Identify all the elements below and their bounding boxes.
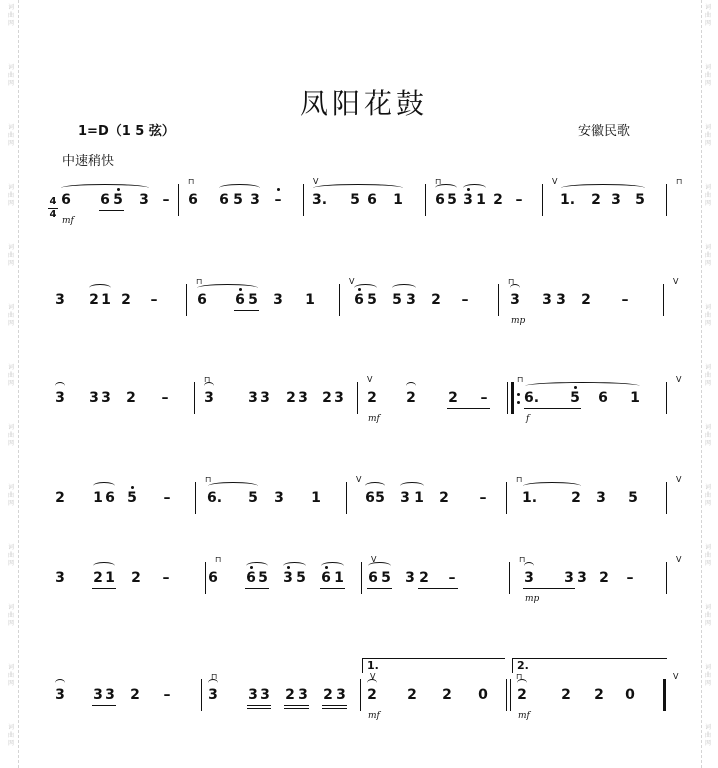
slur — [93, 562, 115, 570]
barline — [205, 562, 206, 594]
underline-beam — [367, 588, 392, 589]
note: – — [150, 292, 158, 308]
underline-beam — [284, 705, 309, 706]
note: 3 — [89, 390, 99, 406]
barline — [498, 284, 499, 316]
underline-beam — [234, 310, 259, 311]
watermark-text: 词 曲 网 — [7, 124, 14, 147]
note: 3 — [55, 687, 65, 703]
bowing-mark: V — [370, 672, 376, 681]
note: 5 — [350, 192, 360, 208]
slur — [55, 382, 65, 390]
note: 2 — [517, 687, 527, 703]
time-signature-top: 4 — [49, 196, 57, 207]
underline-beam — [92, 588, 116, 589]
repeat-dot — [517, 393, 520, 396]
note: 3 — [55, 570, 65, 586]
volta-bracket: 2. — [512, 658, 667, 673]
barline — [194, 382, 195, 414]
note: 6 — [598, 390, 608, 406]
note: 3 — [248, 390, 258, 406]
note: 6 — [188, 192, 198, 208]
barline — [178, 184, 179, 216]
watermark-text: 词 曲 网 — [704, 364, 711, 387]
time-signature — [48, 197, 58, 220]
note: 5 — [248, 490, 258, 506]
note: 3. — [312, 192, 328, 208]
note: 2 — [286, 390, 296, 406]
note: 1 — [105, 570, 115, 586]
barline — [666, 562, 667, 594]
note: 5 — [447, 192, 457, 208]
slur — [197, 284, 258, 292]
bowing-mark: ⊓ — [205, 475, 212, 484]
note: 3 — [260, 390, 270, 406]
note: 2 — [406, 390, 416, 406]
note: 5 — [296, 570, 306, 586]
note: – — [163, 490, 171, 506]
barline — [663, 284, 664, 316]
note: 6 — [219, 192, 229, 208]
watermark-text: 词 曲 网 — [7, 364, 14, 387]
note: 3 — [611, 192, 621, 208]
slur — [525, 382, 640, 390]
note: 3 — [101, 390, 111, 406]
note: 0 — [625, 687, 635, 703]
note: 1. — [560, 192, 576, 208]
dynamic-marking: f — [526, 414, 530, 424]
barline — [509, 562, 510, 594]
note: 3 — [273, 292, 283, 308]
note: 5 — [258, 570, 268, 586]
note: 6 — [354, 292, 364, 308]
note: 5 — [233, 192, 243, 208]
note: 3 — [564, 570, 574, 586]
barline — [361, 562, 362, 594]
note: 3 — [334, 390, 344, 406]
barline — [666, 482, 667, 514]
note: 6. — [207, 490, 223, 506]
bowing-mark: ⊓ — [516, 672, 523, 681]
dynamic-marking: mf — [62, 216, 74, 226]
note: 2 — [322, 390, 332, 406]
watermark-text: 词 曲 网 — [7, 724, 14, 747]
barline — [507, 382, 508, 414]
note: 2 — [130, 687, 140, 703]
watermark-text: 词 曲 网 — [704, 304, 711, 327]
bowing-mark: V — [356, 475, 362, 484]
barline — [303, 184, 304, 216]
bowing-mark: V — [676, 375, 682, 384]
note: 1 — [311, 490, 321, 506]
note: 3 — [283, 570, 293, 586]
underline-beam — [524, 408, 581, 409]
note: 2 — [93, 570, 103, 586]
note: 2 — [126, 390, 136, 406]
note: 2 — [599, 570, 609, 586]
note: 6 — [235, 292, 245, 308]
bowing-mark: ⊓ — [204, 375, 211, 384]
slur — [89, 284, 111, 292]
watermark-text: 词 曲 网 — [7, 424, 14, 447]
note: 2 — [581, 292, 591, 308]
note: 1 — [476, 192, 486, 208]
barline — [663, 679, 666, 711]
barline — [195, 482, 196, 514]
bowing-mark: ⊓ — [676, 177, 683, 186]
note: 1 — [414, 490, 424, 506]
octave-dot — [239, 288, 242, 291]
note: 2 — [448, 390, 458, 406]
watermark-text: 词 曲 网 — [7, 244, 14, 267]
note: 5 — [127, 490, 137, 506]
note: – — [162, 192, 170, 208]
note: 3 — [542, 292, 552, 308]
bowing-mark: V — [313, 177, 319, 186]
slur — [55, 679, 65, 687]
note: – — [274, 192, 282, 208]
note: 1 — [630, 390, 640, 406]
dynamic-marking: mp — [511, 316, 526, 326]
slur — [524, 562, 534, 570]
watermark-text: 词 曲 网 — [704, 4, 711, 27]
note: 2 — [439, 490, 449, 506]
note: 6 — [246, 570, 256, 586]
note: 3 — [93, 687, 103, 703]
note: 3 — [510, 292, 520, 308]
note: 3 — [463, 192, 473, 208]
note: 2 — [55, 490, 65, 506]
note: 3 — [250, 192, 260, 208]
note: 3 — [260, 687, 270, 703]
note: 2 — [571, 490, 581, 506]
note: 3 — [556, 292, 566, 308]
watermark-text: 词 曲 网 — [704, 604, 711, 627]
bowing-mark: V — [673, 277, 679, 286]
bowing-mark: V — [367, 375, 373, 384]
octave-dot — [325, 566, 328, 569]
watermark-text: 词 曲 网 — [7, 304, 14, 327]
octave-dot — [277, 188, 280, 191]
barline — [506, 482, 507, 514]
watermark-text: 词 曲 网 — [7, 4, 14, 27]
watermark-text: 词 曲 网 — [704, 244, 711, 267]
note: 5 — [570, 390, 580, 406]
note: 2 — [323, 687, 333, 703]
note: 3 — [596, 490, 606, 506]
watermark-text: 词 曲 网 — [704, 424, 711, 447]
octave-dot — [574, 386, 577, 389]
watermark-text: 词 曲 网 — [704, 724, 711, 747]
bowing-mark: V — [371, 555, 377, 564]
note: 5 — [628, 490, 638, 506]
note: – — [448, 570, 456, 586]
watermark-text: 词 曲 网 — [7, 484, 14, 507]
note: 3 — [298, 390, 308, 406]
bowing-mark: ⊓ — [215, 555, 222, 564]
note: 5 — [113, 192, 123, 208]
note: 2 — [419, 570, 429, 586]
underline-beam — [247, 705, 271, 706]
note: 3 — [55, 292, 65, 308]
dynamic-marking: mf — [368, 711, 380, 721]
note: 5 — [248, 292, 258, 308]
underline-beam — [247, 708, 271, 709]
slur — [400, 482, 424, 490]
watermark-text: 词 曲 网 — [7, 544, 14, 567]
song-source: 安徽民歌 — [578, 124, 631, 139]
note: 1 — [101, 292, 111, 308]
note: 0 — [478, 687, 488, 703]
bowing-mark: ⊓ — [435, 177, 442, 186]
volta-bracket: 1. — [362, 658, 505, 673]
barline — [666, 382, 667, 414]
octave-dot — [287, 566, 290, 569]
bowing-mark: V — [349, 277, 355, 286]
note: 3 — [248, 687, 258, 703]
note: 6 — [435, 192, 445, 208]
bowing-mark: ⊓ — [508, 277, 515, 286]
note: 3 — [336, 687, 346, 703]
note: 3 — [204, 390, 214, 406]
underline-beam — [418, 588, 458, 589]
watermark-text: 词 曲 网 — [7, 64, 14, 87]
dynamic-marking: mf — [518, 711, 530, 721]
note: 3 — [208, 687, 218, 703]
note: 3 — [55, 390, 65, 406]
note: 5 — [381, 570, 391, 586]
underline-beam — [245, 588, 269, 589]
watermark-text: 词 曲 网 — [7, 604, 14, 627]
tempo-marking: 中速稍快 — [62, 154, 115, 169]
note: – — [480, 390, 488, 406]
underline-beam — [99, 210, 124, 211]
note: 2 — [594, 687, 604, 703]
slur — [208, 482, 258, 490]
underline-beam — [284, 708, 309, 709]
note: 2 — [431, 292, 441, 308]
note: 2 — [493, 192, 503, 208]
note: 2 — [121, 292, 131, 308]
watermark-text: 词 曲 网 — [704, 484, 711, 507]
note: 6. — [524, 390, 540, 406]
note: – — [479, 490, 487, 506]
note: 2 — [367, 687, 377, 703]
note: 6 — [208, 570, 218, 586]
note: 2 — [591, 192, 601, 208]
note: 3 — [400, 490, 410, 506]
note: 5 — [367, 292, 377, 308]
note: 3 — [524, 570, 534, 586]
underline-beam — [523, 588, 575, 589]
bowing-mark: V — [676, 555, 682, 564]
bowing-mark: V — [676, 475, 682, 484]
watermark-text: 词 曲 网 — [7, 664, 14, 687]
underline-beam — [322, 708, 347, 709]
barline — [339, 284, 340, 316]
barline — [506, 679, 507, 711]
note: 1 — [393, 192, 403, 208]
watermark-text: 词 曲 网 — [704, 544, 711, 567]
note: 1. — [522, 490, 538, 506]
note: 2 — [131, 570, 141, 586]
slur — [365, 482, 385, 490]
barline — [510, 679, 511, 711]
bowing-mark: ⊓ — [211, 672, 218, 681]
barline — [357, 382, 358, 414]
note: 6 — [367, 192, 377, 208]
octave-dot — [131, 486, 134, 489]
note: 6 — [368, 570, 378, 586]
key-signature: 1=D（1 5 弦） — [78, 124, 175, 139]
barline — [666, 184, 667, 216]
note: 1 — [334, 570, 344, 586]
barline — [186, 284, 187, 316]
octave-dot — [117, 188, 120, 191]
note: 6 — [105, 490, 115, 506]
bowing-mark: V — [673, 672, 679, 681]
dynamic-marking: mp — [525, 594, 540, 604]
note: 6 — [321, 570, 331, 586]
note: 2 — [367, 390, 377, 406]
note: 3 — [298, 687, 308, 703]
bowing-mark: V — [552, 177, 558, 186]
slur — [219, 184, 260, 192]
note: – — [163, 687, 171, 703]
note: – — [461, 292, 469, 308]
note: 2 — [442, 687, 452, 703]
barline — [346, 482, 347, 514]
watermark-text: 词 曲 网 — [704, 664, 711, 687]
note: 2 — [285, 687, 295, 703]
note: 3 — [577, 570, 587, 586]
note: 3 — [405, 570, 415, 586]
barline — [425, 184, 426, 216]
slur — [313, 184, 403, 192]
underline-beam — [320, 588, 345, 589]
octave-dot — [358, 288, 361, 291]
note: – — [161, 390, 169, 406]
time-signature-bottom: 4 — [49, 209, 57, 220]
slur — [561, 184, 645, 192]
note: 3 — [139, 192, 149, 208]
note: 6 — [61, 192, 71, 208]
slur — [392, 284, 416, 292]
note: 3 — [406, 292, 416, 308]
octave-dot — [250, 566, 253, 569]
bowing-mark: ⊓ — [519, 555, 526, 564]
bowing-mark: ⊓ — [188, 177, 195, 186]
underline-beam — [322, 705, 347, 706]
slur — [93, 482, 115, 490]
note: – — [621, 292, 629, 308]
slur — [61, 184, 149, 192]
note: 3 — [105, 687, 115, 703]
watermark-text: 词 曲 网 — [704, 124, 711, 147]
note: 5 — [392, 292, 402, 308]
note: 6 — [100, 192, 110, 208]
barline — [511, 382, 514, 414]
bowing-mark: ⊓ — [196, 277, 203, 286]
note: 5 — [375, 490, 385, 506]
barline — [542, 184, 543, 216]
note: 5 — [635, 192, 645, 208]
note: 6 — [365, 490, 375, 506]
note: – — [515, 192, 523, 208]
repeat-dot — [517, 401, 520, 404]
note: 1 — [93, 490, 103, 506]
underline-beam — [447, 408, 490, 409]
note: 2 — [407, 687, 417, 703]
note: 6 — [197, 292, 207, 308]
octave-dot — [467, 188, 470, 191]
note: 1 — [305, 292, 315, 308]
watermark-text: 词 曲 网 — [704, 184, 711, 207]
slur — [523, 482, 581, 490]
bowing-mark: ⊓ — [516, 475, 523, 484]
note: 3 — [274, 490, 284, 506]
song-title: 凤阳花鼓 — [300, 87, 429, 120]
slur — [406, 382, 416, 390]
barline — [360, 679, 361, 711]
note: – — [162, 570, 170, 586]
dynamic-marking: mf — [368, 414, 380, 424]
watermark-text: 词 曲 网 — [7, 184, 14, 207]
watermark-text: 词 曲 网 — [704, 64, 711, 87]
note: 2 — [89, 292, 99, 308]
bowing-mark: ⊓ — [517, 375, 524, 384]
note: 2 — [561, 687, 571, 703]
barline — [201, 679, 202, 711]
note: – — [626, 570, 634, 586]
underline-beam — [92, 705, 116, 706]
